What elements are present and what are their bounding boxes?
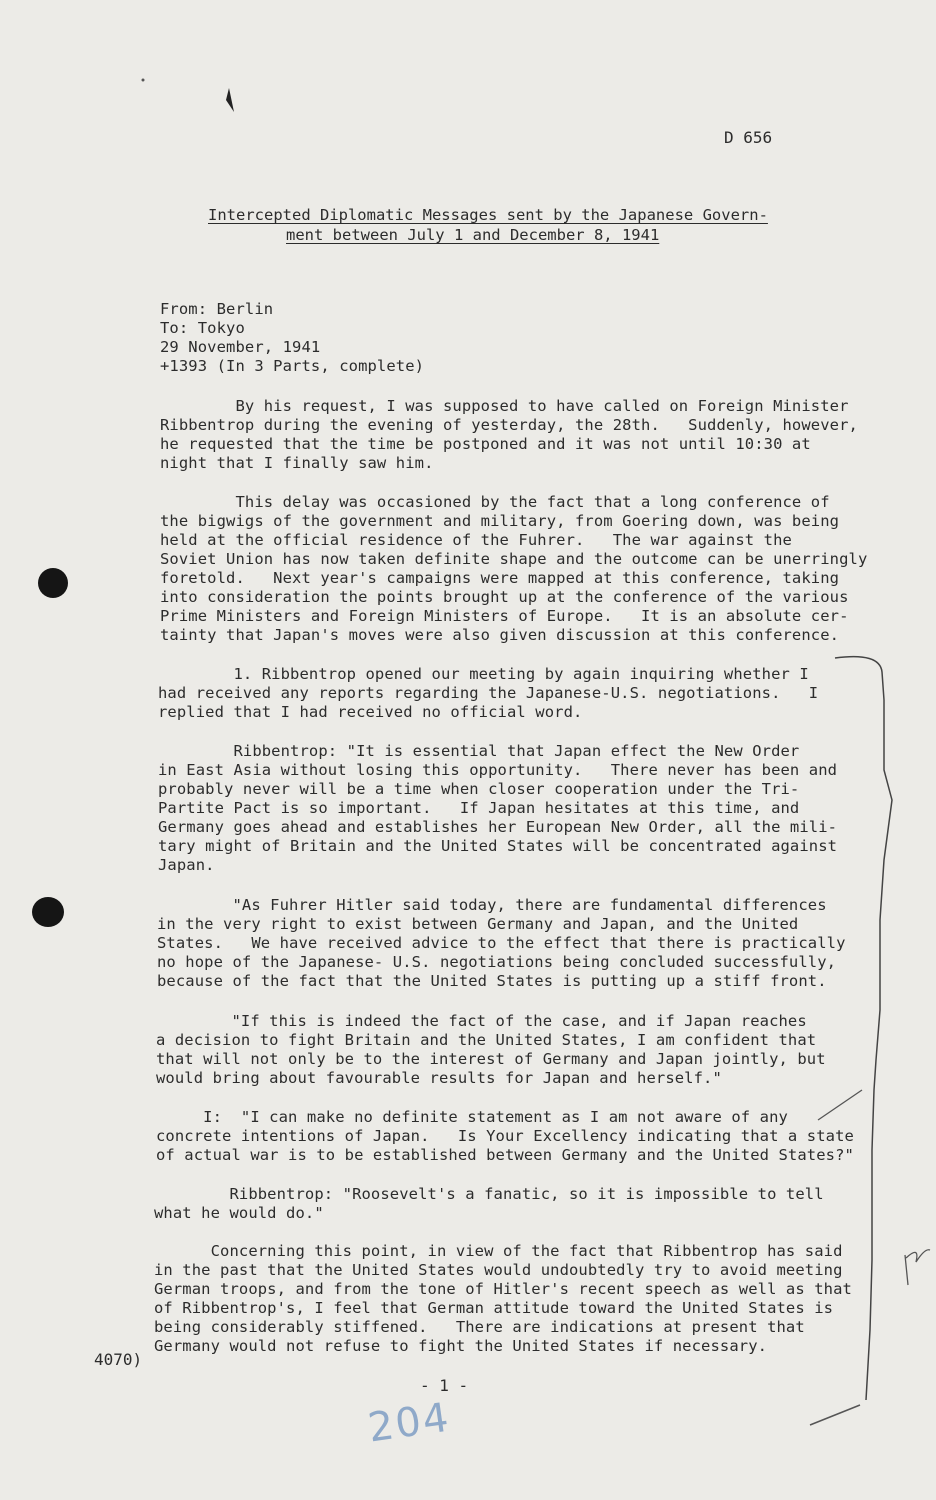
body-line: This delay was occasioned by the fact that a long conference of <box>160 493 830 511</box>
body-line: night that I finally saw him. <box>160 454 434 472</box>
body-line: "If this is indeed the fact of the case, and if Japan reaches <box>156 1012 807 1030</box>
header-date: 29 November, 1941 <box>160 338 321 356</box>
body-line: Germany goes ahead and establishes her European New Order, all the mili- <box>158 818 838 836</box>
pencil-tick-1 <box>818 1090 862 1120</box>
body-line: in the very right to exist between Germany and Japan, and the United <box>157 915 799 933</box>
body-line: into consideration the points brought up at the conference of the various <box>160 588 849 606</box>
body-line: of Ribbentrop's, I feel that German attitude toward the United States is <box>154 1299 834 1317</box>
body-line: Prime Ministers and Foreign Ministers of Europe. It is an absolute cer- <box>160 607 849 625</box>
body-line: that will not only be to the interest of Germany and Japan jointly, but <box>156 1050 826 1068</box>
body-line: no hope of the Japanese- U.S. negotiations being concluded successfully, <box>157 953 837 971</box>
body-line: of actual war is to be established between Germany and the United States?" <box>156 1146 854 1164</box>
body-line: concrete intentions of Japan. Is Your Excellency indicating that a state <box>156 1127 854 1145</box>
body-line: the bigwigs of the government and military, from Goering down, was being <box>160 512 840 530</box>
body-line: in East Asia without losing this opportunity. There never has been and <box>158 761 838 779</box>
body-line: Ribbentrop: "It is essential that Japan effect the New Order <box>158 742 800 760</box>
header-from: From: Berlin <box>160 300 274 318</box>
body-line: Concerning this point, in view of the fact that Ribbentrop has said <box>154 1242 843 1260</box>
body-line: Germany would not refuse to fight the United States if necessary. <box>154 1337 768 1355</box>
body-line: a decision to fight Britain and the United States, I am confident that <box>156 1031 817 1049</box>
handwritten-annotation: 204 <box>365 1394 454 1452</box>
body-line: 1. Ribbentrop opened our meeting by again inquiring whether I <box>158 665 809 683</box>
title-line-1: Intercepted Diplomatic Messages sent by the Japanese Govern- <box>208 206 768 224</box>
pencil-tick-2 <box>810 1405 860 1425</box>
body-line: being considerably stiffened. There are indications at present that <box>154 1318 805 1336</box>
body-line: States. We have received advice to the effect that there is practically <box>157 934 846 952</box>
document-number: 4070) <box>94 1350 143 1369</box>
page-number: - 1 - <box>420 1376 469 1395</box>
body-line: tainty that Japan's moves were also given discussion at this conference. <box>160 626 840 644</box>
body-line: By his request, I was supposed to have called on Foreign Minister <box>160 397 849 415</box>
body-line: probably never will be a time when closer cooperation under the Tri- <box>158 780 800 798</box>
document-reference: D 656 <box>724 128 773 147</box>
body-line: German troops, and from the tone of Hitler's recent speech as well as that <box>154 1280 852 1298</box>
body-line: Ribbentrop during the evening of yesterday, the 28th. Suddenly, however, <box>160 416 858 434</box>
body-line: Partite Pact is so important. If Japan hesitates at this time, and <box>158 799 800 817</box>
body-line: would bring about favourable results for Japan and herself." <box>156 1069 722 1087</box>
body-line: Soviet Union has now taken definite shape and the outcome can be unerringly <box>160 550 868 568</box>
title-line-2: ment between July 1 and December 8, 1941 <box>286 226 660 244</box>
body-line: tary might of Britain and the United States will be concentrated against <box>158 837 838 855</box>
body-line: held at the official residence of the Fuhrer. The war against the <box>160 531 792 549</box>
body-line: in the past that the United States would undoubtedly try to avoid meeting <box>154 1261 843 1279</box>
ink-dot <box>142 79 145 82</box>
ink-mark-top <box>226 88 234 112</box>
body-line: Japan. <box>158 856 215 874</box>
body-line: replied that I had received no official word. <box>158 703 583 721</box>
body-line: had received any reports regarding the Japanese-U.S. negotiations. I <box>158 684 819 702</box>
body-line: Ribbentrop: "Roosevelt's a fanatic, so it is impossible to tell <box>154 1185 824 1203</box>
header-to: To: Tokyo <box>160 319 245 337</box>
body-line: I: "I can make no definite statement as I am not aware of any <box>156 1108 788 1126</box>
body-line: what he would do." <box>154 1204 324 1222</box>
header-message-number: +1393 (In 3 Parts, complete) <box>160 357 425 375</box>
body-line: he requested that the time be postponed and it was not until 10:30 at <box>160 435 811 453</box>
body-line: foretold. Next year's campaigns were mapped at this conference, taking <box>160 569 840 587</box>
body-line: "As Fuhrer Hitler said today, there are fundamental differences <box>157 896 827 914</box>
pencil-initials <box>905 1250 930 1285</box>
body-line: because of the fact that the United States is putting up a stiff front. <box>157 972 827 990</box>
